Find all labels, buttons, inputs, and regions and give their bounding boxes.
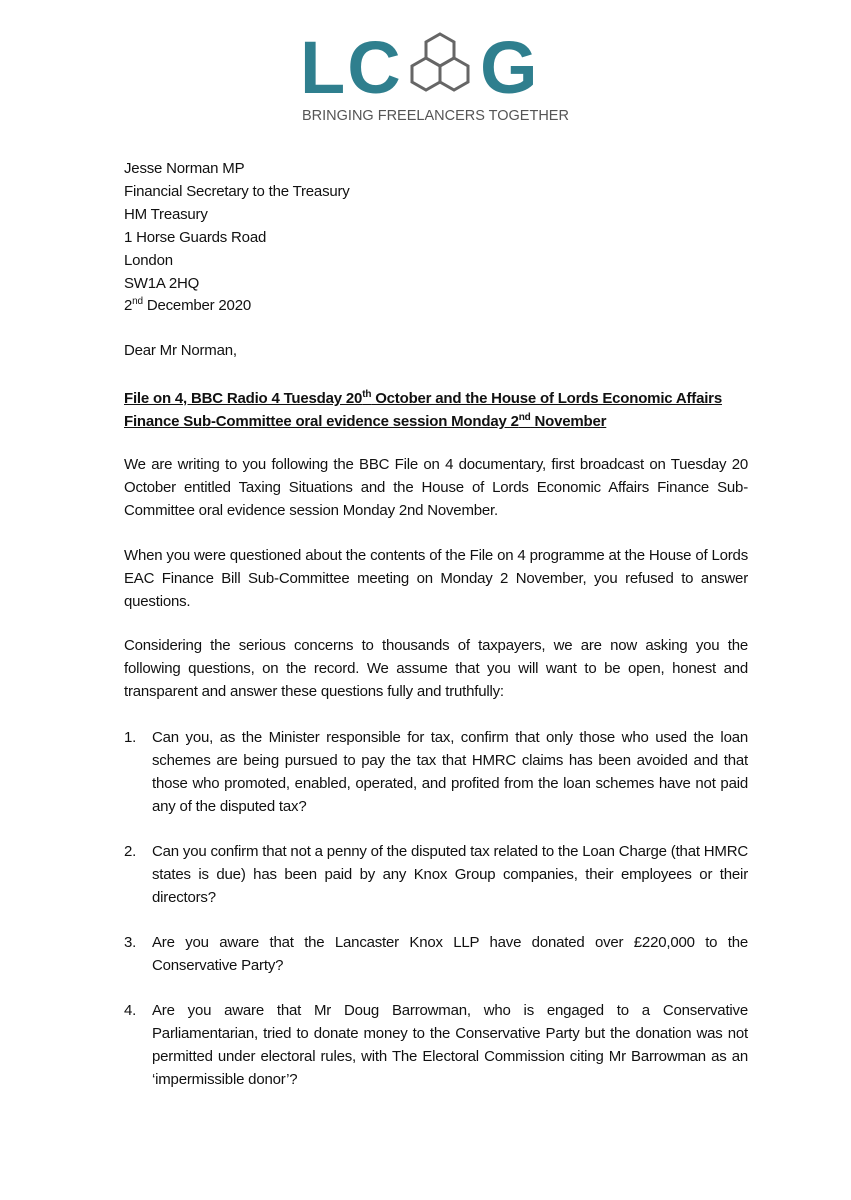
address-line: Financial Secretary to the Treasury	[124, 183, 350, 200]
question-number: 2.	[124, 843, 137, 860]
address-line: SW1A 2HQ	[124, 275, 200, 292]
question-item	[124, 999, 748, 1091]
question-number: 4.	[124, 1002, 137, 1019]
subject-heading: File on 4, BBC Radio 4 Tuesday 20th October and the House of Lords Economic Affairs Finance Sub-Committee oral evidence session Monday 2nd November	[124, 389, 722, 430]
recipient-address	[124, 157, 748, 295]
address-line: HM Treasury	[124, 206, 208, 223]
question-number: 3.	[124, 934, 137, 951]
salutation: Dear Mr Norman,	[124, 342, 237, 359]
paragraph: When you were questioned about the contents of the File on 4 programme at the House of Lords EAC Finance Bill Sub-Committee meeting on Monday 2 November, you refused to answer questions.	[124, 547, 748, 610]
address-line: 1 Horse Guards Road	[124, 229, 267, 246]
question-item	[124, 840, 748, 909]
question-text: Can you confirm that not a penny of the disputed tax related to the Loan Charge (that HMRC states is due) has been paid by any Knox Group companies, their employees or their directors?	[152, 843, 748, 906]
question-list	[124, 726, 748, 1113]
paragraph: We are writing to you following the BBC File on 4 documentary, first broadcast on Tuesday 20 October entitled Taxing Situations and the House of Lords Economic Affairs Finance Sub-Committee oral evidence session Monday 2nd November.	[124, 456, 748, 519]
question-text: Are you aware that Mr Doug Barrowman, who is engaged to a Conservative Parliamentarian, tried to donate money to the Conservative Party but the donation was not permitted under electoral rules, with The Electoral Commission citing Mr Barrowman as an ‘impermissible donor’?	[152, 1002, 748, 1088]
question-text: Can you, as the Minister responsible for tax, confirm that only those who used the loan schemes are being pursued to pay the tax that HMRC claims has been avoided and that those who promoted, enabled, operated, and profited from the loan schemes have not paid any of the disputed tax?	[152, 729, 748, 815]
question-text: Are you aware that the Lancaster Knox LLP have donated over £220,000 to the Conservative Party?	[152, 934, 748, 974]
lcg-logo	[300, 26, 569, 128]
address-line: Jesse Norman MP	[124, 160, 245, 177]
question-item	[124, 931, 748, 977]
question-number: 1.	[124, 729, 137, 746]
logo-letters: LC G	[300, 26, 540, 109]
question-item	[124, 726, 748, 818]
logo-tagline: BRINGING FREELANCERS TOGETHER	[302, 108, 569, 124]
letter-date: 2nd December 2020	[124, 296, 251, 314]
address-line: London	[124, 252, 173, 269]
paragraph: Considering the serious concerns to thousands of taxpayers, we are now asking you the following questions, on the record. We assume that you will want to be open, honest and transparent and answer these questions fully and truthfully:	[124, 637, 748, 700]
